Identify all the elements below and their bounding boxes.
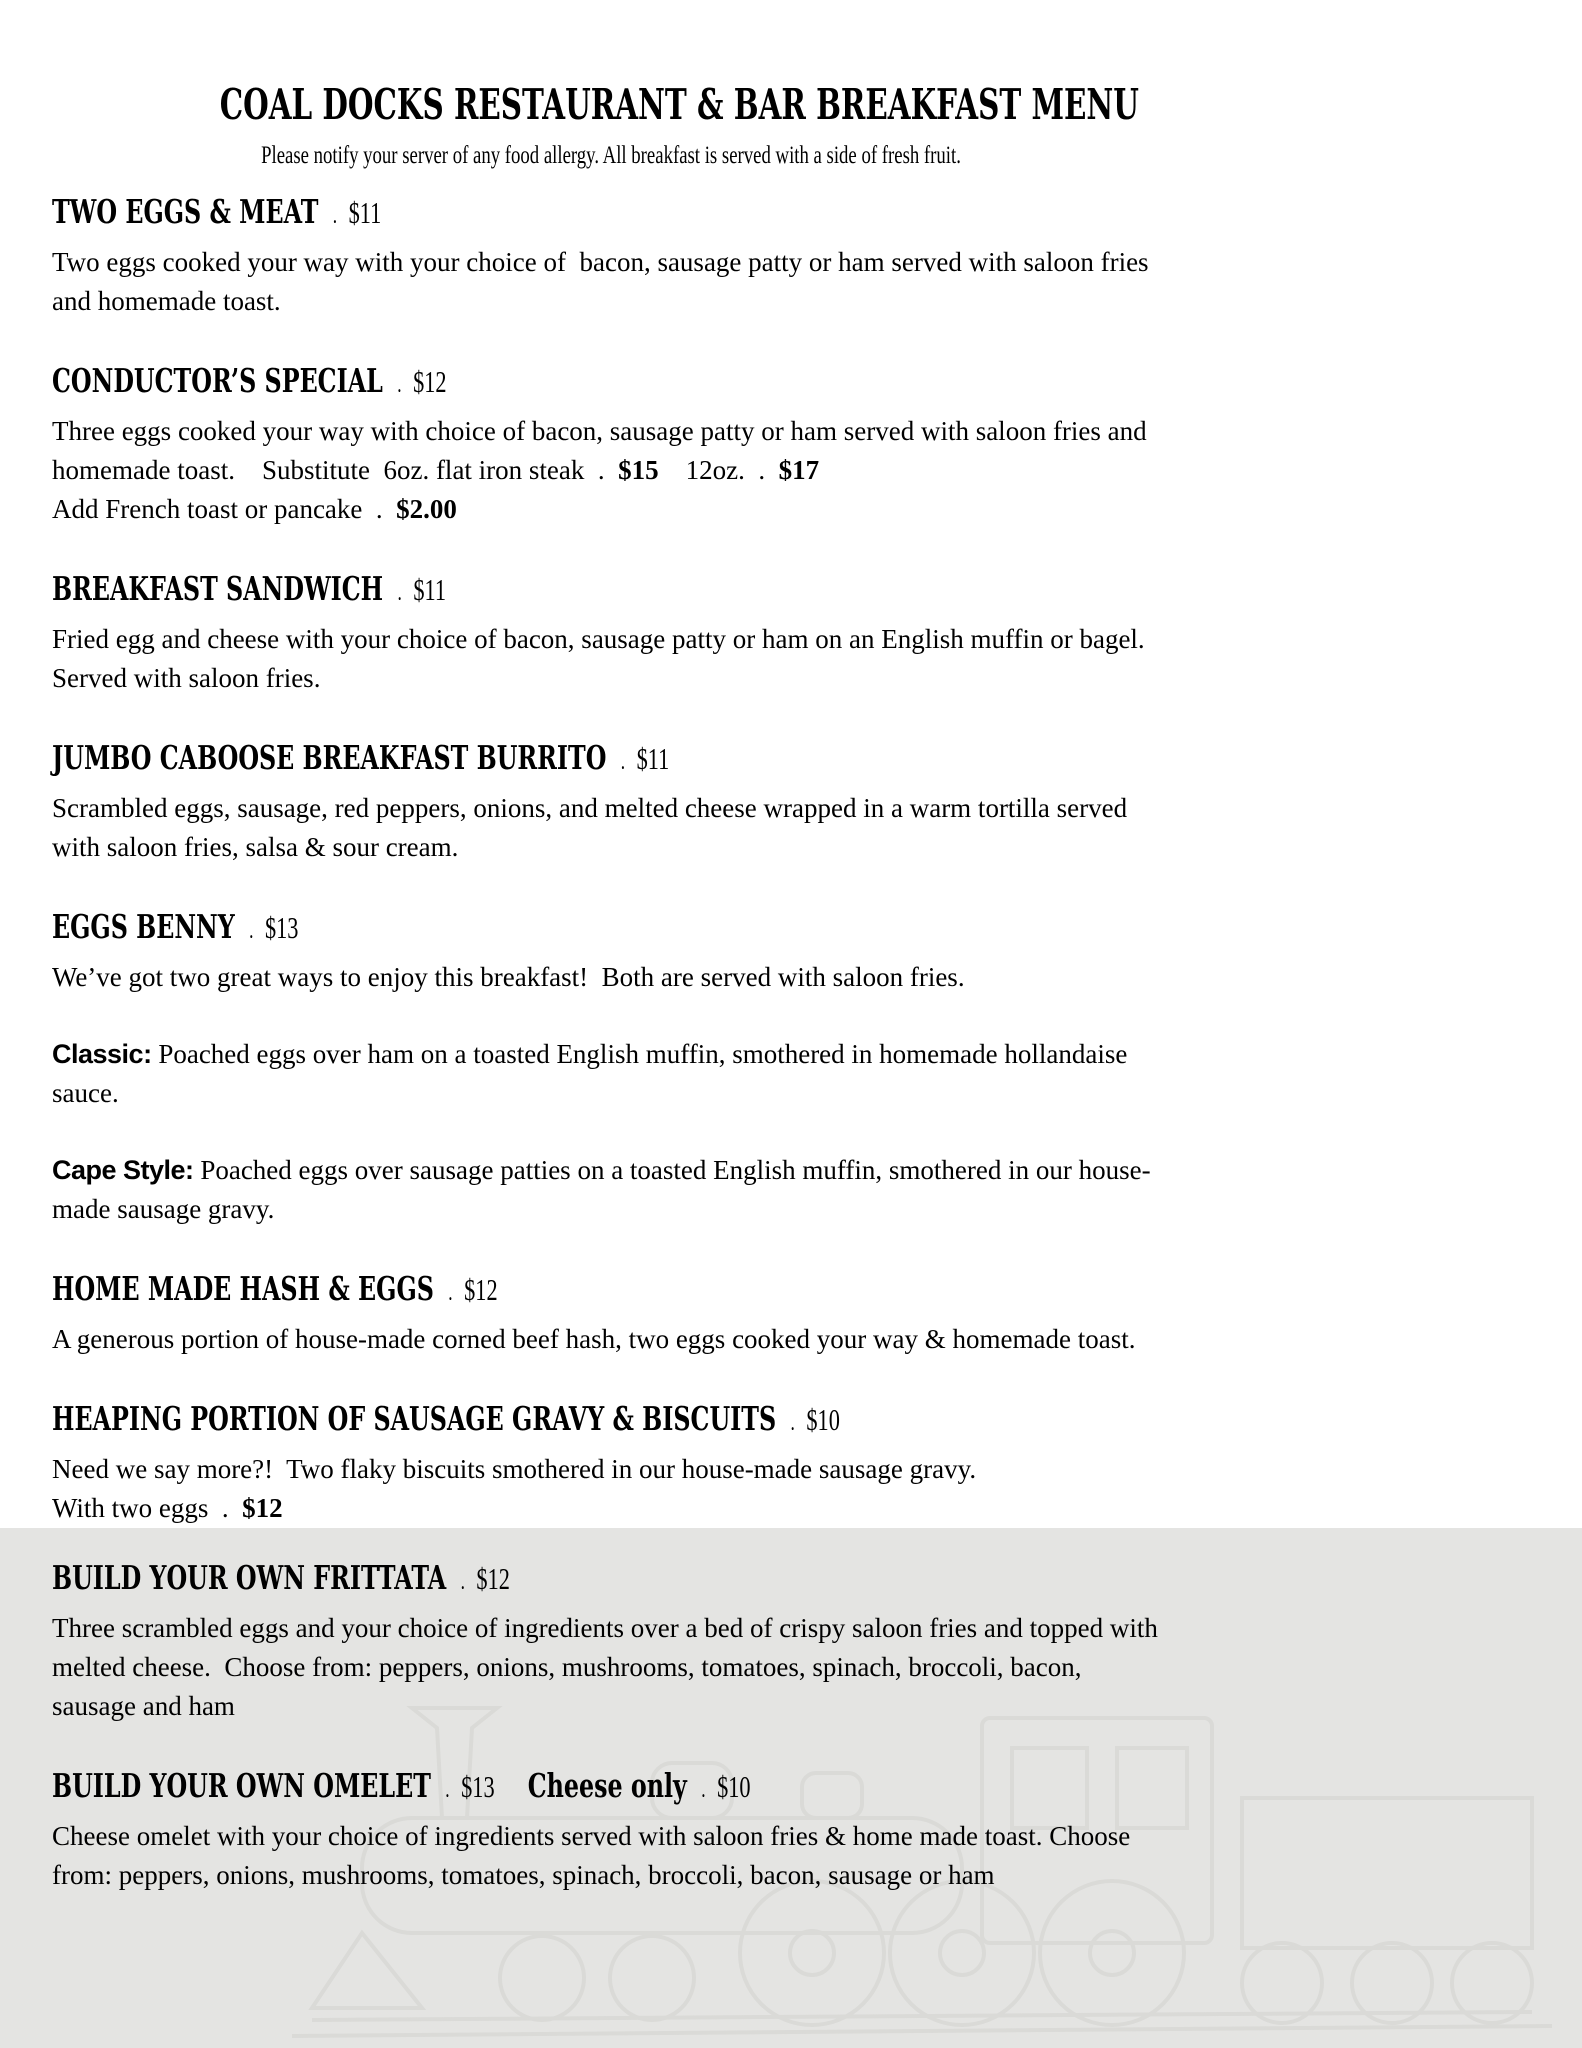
eggs-benny-variant-cape-style [52,1151,1170,1229]
description-text: 12oz. . [658,455,779,485]
item-price: $12 [476,1561,510,1596]
page-subtitle: Please notify your server of any food allergy. All breakfast is served with a side of fresh fruit. [261,142,961,169]
item-price: $13 [461,1769,495,1804]
item-price: $11 [413,572,447,607]
variant-label: Cape Style: [52,1155,194,1185]
menu-item-two-eggs-and-meat [52,190,1170,321]
item-price: $12 [413,364,447,399]
item-title [52,905,857,953]
item-description: Cheese omelet with your choice of ingredients served with saloon fries & home made toast. Choose from: peppers, onions, mushrooms, tomatoes, spinach, broccoli, bacon, sausage or ham [52,1821,1137,1890]
item-name: TWO EGGS & MEAT [52,192,319,231]
price-separator: . [397,580,402,606]
item-name: JUMBO CABOOSE BREAKFAST BURRITO [52,738,607,777]
variant-description: Poached eggs over sausage patties on a toasted English muffin, smothered in our house-made sausage gravy. [52,1155,1151,1224]
addon-label: Add French toast or pancake . [52,494,397,524]
addon-price: $2.00 [396,494,457,524]
page-title: COAL DOCKS RESTAURANT & BAR BREAKFAST MENU [219,80,1139,129]
item-title [52,359,857,407]
item-title [52,1764,857,1812]
item-title [52,190,857,238]
item-name: BUILD YOUR OWN OMELET [52,1766,431,1805]
item-title [52,567,857,615]
highlight-band [0,1528,1582,2048]
item-price: $11 [636,741,670,776]
item-name: CONDUCTOR’S SPECIAL [52,361,383,400]
price-separator: . [332,203,338,229]
item-description: Need we say more?! Two flaky biscuits smothered in our house-made sausage gravy. [52,1454,977,1484]
item-name: EGGS BENNY [52,907,235,946]
item-description: A generous portion of house-made corned beef hash, two eggs cooked your way & homemade toast. [52,1324,1136,1354]
price-separator: . [460,1569,465,1595]
menu-item-build-your-own-frittata [52,1556,1170,1726]
price-separator: . [620,749,626,775]
menu-item-conductors-special [52,359,1170,529]
item-price: $13 [264,910,299,945]
item-addon [52,490,1170,529]
menu-item-build-your-own-omelet [52,1764,1170,1895]
item-description: Scrambled eggs, sausage, red peppers, onions, and melted cheese wrapped in a warm tortilla served with saloon fries, salsa & sour cream. [52,793,1134,862]
item-price: $12 [464,1272,498,1307]
item-addon [52,1489,1170,1528]
steak-6oz-price: $15 [618,455,659,485]
description-text: Three eggs cooked your way with choice of bacon, sausage patty or ham served with saloon fries and homemade toast. Substitute 6oz. flat iron steak . [52,416,1154,485]
item-description: Three scrambled eggs and your choice of ingredients over a bed of crispy saloon fries and topped with melted cheese. Choose from: peppers, onions, mushrooms, tomatoes, spinach, broccoli, bacon, sausage and ham [52,1613,1165,1721]
price-separator: . [397,372,402,398]
variant-description: Poached eggs over ham on a toasted English muffin, smothered in homemade hollandaise sauce. [52,1039,1135,1108]
menu-item-sausage-gravy-and-biscuits [52,1397,1170,1528]
steak-12oz-price: $17 [778,455,820,485]
item-name: BREAKFAST SANDWICH [52,569,384,608]
item-title [52,1556,857,1604]
price-separator: . [445,1777,450,1803]
addon-price: $12 [242,1493,283,1523]
menu-item-jumbo-caboose-breakfast-burrito [52,736,1170,867]
eggs-benny-variant-classic [52,1035,1170,1113]
item-name: BUILD YOUR OWN FRITTATA [52,1558,447,1597]
price-separator: . [448,1280,453,1306]
item-title [52,1397,857,1445]
item-description: We’ve got two great ways to enjoy this breakfast! Both are served with saloon fries. [52,962,965,992]
item-title [52,736,857,784]
addon-label: With two eggs . [52,1493,243,1523]
item-description: Fried egg and cheese with your choice of bacon, sausage patty or ham on an English muffin or bagel. Served with saloon fries. [52,624,1152,693]
item-price: $10 [806,1402,840,1437]
price-separator: . [249,918,254,944]
band-content [0,1556,1210,1895]
item-alt-name: Cheese only [527,1766,687,1805]
menu-item-breakfast-sandwich [52,567,1170,698]
price-separator: . [701,1777,706,1803]
variant-label: Classic: [52,1039,152,1069]
item-price: $11 [348,195,382,230]
price-separator: . [790,1410,795,1436]
item-name: HOME MADE HASH & EGGS [52,1269,434,1308]
item-title [52,1267,857,1315]
item-name: HEAPING PORTION OF SAUSAGE GRAVY & BISCUITS [52,1399,777,1438]
menu-item-eggs-benny [52,905,1170,997]
item-description: Two eggs cooked your way with your choice of bacon, sausage patty or ham served with saloon fries and homemade toast. [52,247,1156,316]
menu-item-home-made-hash-and-eggs [52,1267,1170,1359]
item-alt-price: $10 [717,1769,751,1804]
item-description [52,412,1170,490]
